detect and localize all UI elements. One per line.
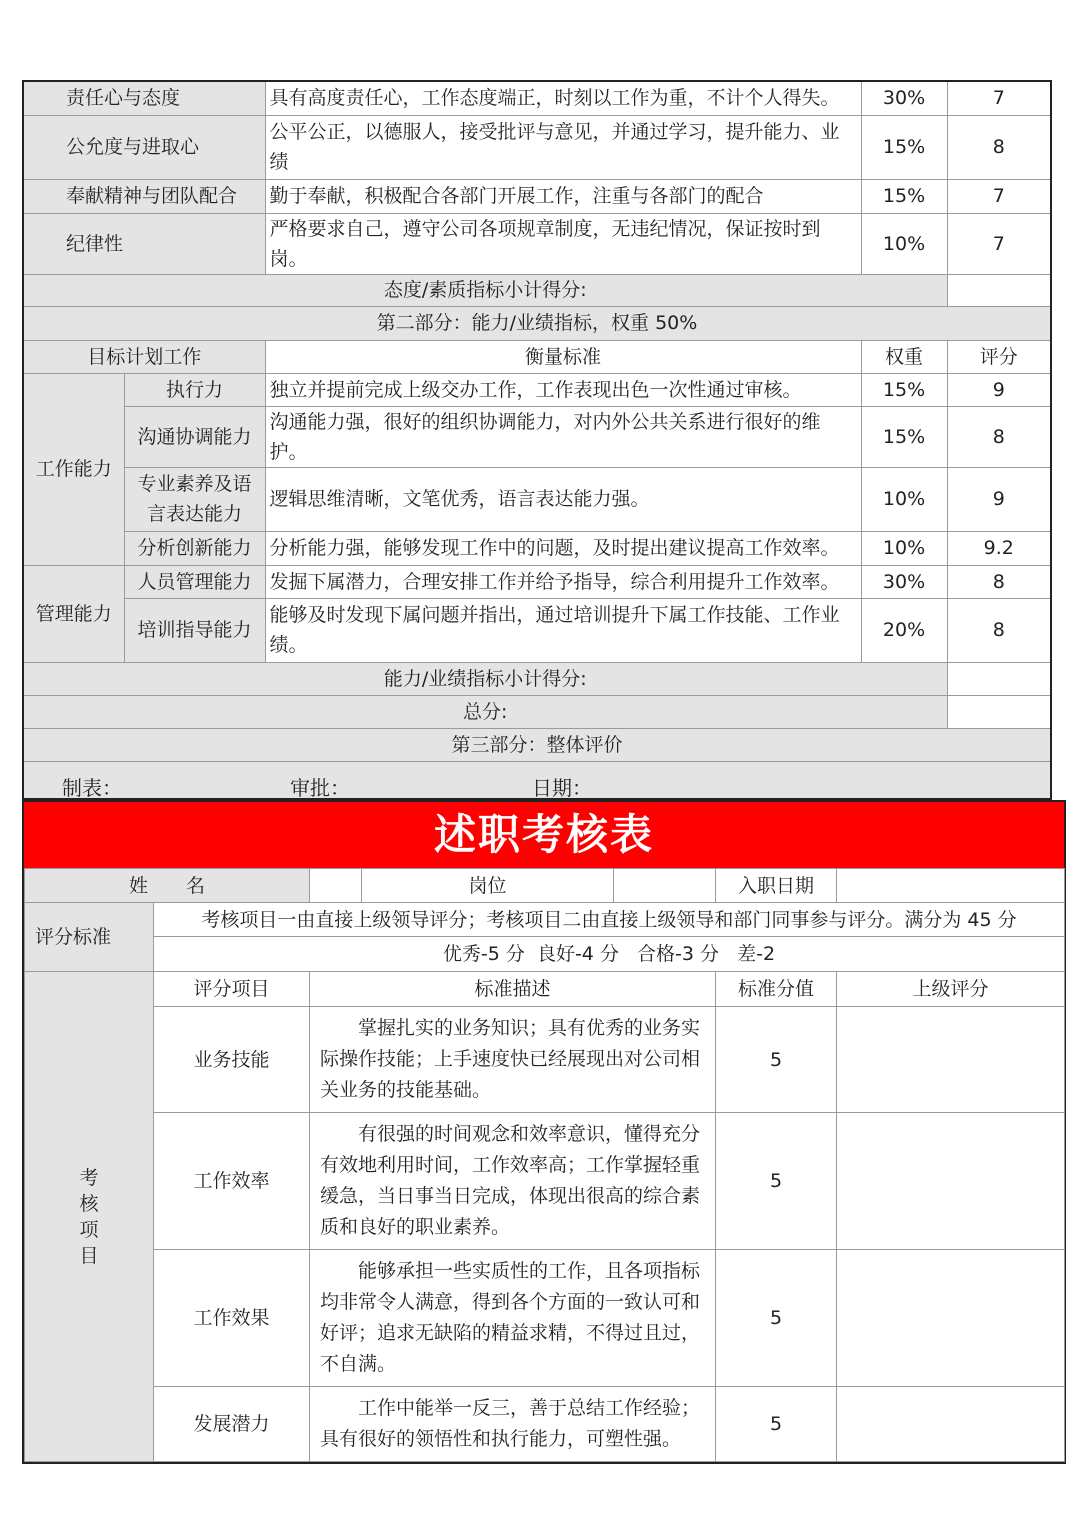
item-weight: 10% (861, 531, 947, 565)
section-title-row (23, 306, 1051, 340)
item-eval-field[interactable] (837, 1387, 1065, 1462)
item-score: 7 (947, 213, 1051, 274)
header-score: 评分 (947, 340, 1051, 373)
item-weight: 30% (861, 565, 947, 598)
date-label: 日期： (532, 776, 592, 800)
item-score: 9.2 (947, 531, 1051, 565)
item-eval-field[interactable] (837, 1007, 1065, 1113)
grade-row (25, 937, 1065, 972)
section-label (25, 972, 154, 1462)
item-score: 8 (947, 406, 1051, 467)
item-desc: 具有高度责任心，工作态度端正，时刻以工作为重，不计个人得失。 (265, 81, 861, 115)
table-row (25, 1250, 1065, 1387)
section-char: 考 (79, 1166, 99, 1189)
criteria-row (25, 903, 1065, 937)
item-score: 8 (947, 598, 1051, 662)
table-row (25, 1387, 1065, 1462)
attitude-subtotal-value[interactable] (947, 274, 1051, 306)
item-score: 9 (947, 467, 1051, 531)
item-desc: 掌握扎实的业务知识；具有优秀的业务实际操作技能；上手速度快已经展现出对公司相关业务的技能基础。 (310, 1007, 716, 1113)
header-weight: 权重 (861, 340, 947, 373)
item-label: 人员管理能力 (124, 565, 265, 598)
item-desc: 能够及时发现下属问题并指出，通过培训提升下属工作技能、工作业绩。 (265, 598, 861, 662)
item-weight: 15% (861, 373, 947, 406)
criteria-label: 评分标准 (25, 903, 154, 972)
item-desc: 逻辑思维清晰，文笔优秀，语言表达能力强。 (265, 467, 861, 531)
ability-subtotal-label: 能力/业绩指标小计得分: (23, 662, 947, 695)
subtotal-row (23, 274, 1051, 306)
performance-table (22, 80, 1052, 800)
section-char: 核 (79, 1192, 99, 1215)
item-label: 沟通协调能力 (124, 406, 265, 467)
table-row (23, 115, 1051, 179)
table-row (23, 373, 1051, 406)
table-row (23, 179, 1051, 213)
section-char: 目 (79, 1244, 99, 1267)
form-title: 述职考核表 (24, 802, 1064, 868)
item-std: 5 (716, 1250, 837, 1387)
item-label: 奉献精神与团队配合 (23, 179, 265, 213)
item-weight: 15% (861, 406, 947, 467)
item-desc: 分析能力强，能够发现工作中的问题，及时提出建议提高工作效率。 (265, 531, 861, 565)
item-weight: 30% (861, 81, 947, 115)
grade-text: 优秀-5 分 良好-4 分 合格-3 分 差-2 (154, 937, 1065, 972)
item-weight: 15% (861, 115, 947, 179)
attitude-subtotal-label: 态度/素质指标小计得分: (23, 274, 947, 306)
info-row (25, 869, 1065, 903)
name-field[interactable] (310, 869, 362, 903)
item-std: 5 (716, 1387, 837, 1462)
header-desc: 衡量标准 (265, 340, 861, 373)
item-label: 发展潜力 (154, 1387, 310, 1462)
section-title-row (23, 728, 1051, 761)
table-row (23, 213, 1051, 274)
item-desc: 能够承担一些实质性的工作，且各项指标均非常令人满意，得到各个方面的一致认可和好评；追求无缺陷的精益求精，不得过且过，不自满。 (310, 1250, 716, 1387)
post-field[interactable] (614, 869, 716, 903)
table-row (23, 467, 1051, 531)
header-std: 标准分值 (716, 972, 837, 1007)
item-weight: 20% (861, 598, 947, 662)
header-row (25, 972, 1065, 1007)
table-row (23, 81, 1051, 115)
table-row (23, 565, 1051, 598)
item-desc: 沟通能力强，很好的组织协调能力，对内外公共关系进行很好的维护。 (265, 406, 861, 467)
part3-title: 第三部分：整体评价 (23, 728, 1051, 761)
total-value[interactable] (947, 695, 1051, 728)
item-score: 7 (947, 81, 1051, 115)
item-score: 8 (947, 115, 1051, 179)
item-desc: 公平公正，以德服人，接受批评与意见，并通过学习，提升能力、业绩 (265, 115, 861, 179)
item-std: 5 (716, 1007, 837, 1113)
section-char: 项 (79, 1218, 99, 1241)
item-label: 纪律性 (23, 213, 265, 274)
header-desc: 标准描述 (310, 972, 716, 1007)
item-desc: 独立并提前完成上级交办工作，工作表现出色一次性通过审核。 (265, 373, 861, 406)
criteria-text: 考核项目一由直接上级领导评分；考核项目二由直接上级领导和部门同事参与评分。满分为 45 分 (154, 903, 1065, 937)
item-desc: 有很强的时间观念和效率意识，懂得充分有效地利用时间，工作效率高；工作掌握轻重缓急，当日事当日完成，体现出很高的综合素质和良好的职业素养。 (310, 1113, 716, 1250)
table-row (23, 406, 1051, 467)
item-eval-field[interactable] (837, 1113, 1065, 1250)
item-desc: 勤于奉献，积极配合各部门开展工作，注重与各部门的配合 (265, 179, 861, 213)
item-desc: 发掘下属潜力，合理安排工作并给予指导，综合利用提升工作效率。 (265, 565, 861, 598)
total-row (23, 695, 1051, 728)
table-row (23, 531, 1051, 565)
item-score: 9 (947, 373, 1051, 406)
item-label: 工作效果 (154, 1250, 310, 1387)
item-desc: 严格要求自己，遵守公司各项规章制度，无违纪情况，保证按时到岗。 (265, 213, 861, 274)
total-label: 总分: (23, 695, 947, 728)
item-weight: 10% (861, 213, 947, 274)
table-row (25, 1007, 1065, 1113)
item-label: 工作效率 (154, 1113, 310, 1250)
item-score: 7 (947, 179, 1051, 213)
item-label: 业务技能 (154, 1007, 310, 1113)
item-label: 专业素养及语言表达能力 (124, 467, 265, 531)
subtotal-row (23, 662, 1051, 695)
item-eval-field[interactable] (837, 1250, 1065, 1387)
table-row (25, 1113, 1065, 1250)
item-weight: 10% (861, 467, 947, 531)
item-std: 5 (716, 1113, 837, 1250)
post-label: 岗位 (362, 869, 614, 903)
item-label: 执行力 (124, 373, 265, 406)
review-table (24, 868, 1065, 1462)
signature-line (22, 770, 1062, 800)
review-form (22, 800, 1066, 1464)
item-label: 培训指导能力 (124, 598, 265, 662)
table-row (23, 598, 1051, 662)
maker-label: 制表： (62, 776, 122, 800)
group-label-work-ability: 工作能力 (23, 373, 124, 565)
header-row (23, 340, 1051, 373)
entry-date-field[interactable] (837, 869, 1065, 903)
header-item: 目标计划工作 (23, 340, 265, 373)
item-label: 责任心与态度 (23, 81, 265, 115)
ability-subtotal-value[interactable] (947, 662, 1051, 695)
part2-title: 第二部分：能力/业绩指标，权重 50% (23, 306, 1051, 340)
item-label: 公允度与进取心 (23, 115, 265, 179)
header-eval: 上级评分 (837, 972, 1065, 1007)
item-weight: 15% (861, 179, 947, 213)
group-label-management: 管理能力 (23, 565, 124, 662)
header-item: 评分项目 (154, 972, 310, 1007)
entry-date-label: 入职日期 (716, 869, 837, 903)
approver-label: 审批： (290, 776, 350, 800)
item-label: 分析创新能力 (124, 531, 265, 565)
name-label: 姓 名 (25, 869, 310, 903)
item-desc: 工作中能举一反三，善于总结工作经验；具有很好的领悟性和执行能力，可塑性强。 (310, 1387, 716, 1462)
item-score: 8 (947, 565, 1051, 598)
